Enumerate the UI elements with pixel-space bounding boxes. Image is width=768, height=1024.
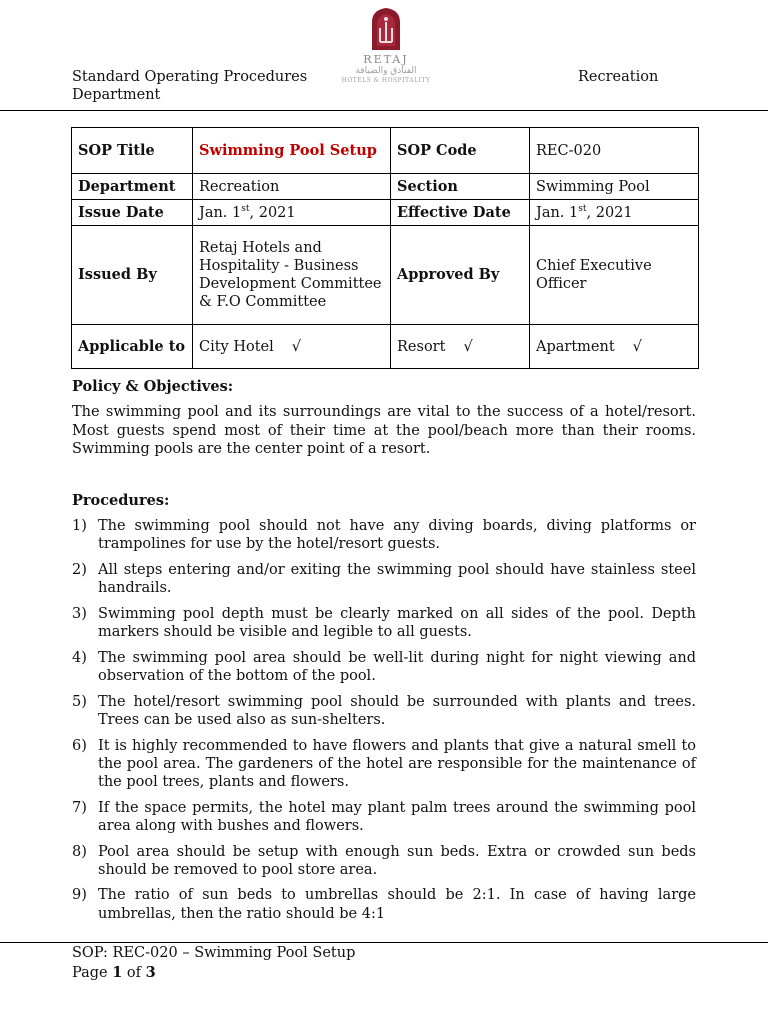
issue-date-year: , 2021: [249, 204, 296, 221]
sop-code-value: REC-020: [530, 128, 699, 174]
issue-date-ordinal: st: [241, 203, 250, 214]
check-icon: √: [291, 338, 302, 355]
logo-subtitle: HOTELS & HOSPITALITY: [341, 77, 431, 84]
list-item: [72, 649, 696, 685]
applicable-label: Applicable to: [72, 325, 193, 369]
page-of: of: [122, 965, 146, 981]
procedures-heading: Procedures:: [72, 492, 170, 509]
issued-by-value: Retaj Hotels and Hospitality - Business Development Committee & F.O Committee: [193, 226, 391, 325]
page-current: 1: [112, 964, 123, 981]
item-number: 2): [72, 561, 87, 578]
item-number: 5): [72, 693, 87, 710]
list-item: [72, 517, 696, 553]
applicable-city-hotel: [193, 325, 391, 369]
item-number: 8): [72, 843, 87, 860]
approved-by-label: Approved By: [391, 226, 530, 325]
approved-by-value: Chief Executive Officer: [530, 226, 699, 325]
procedures-list: [72, 517, 696, 930]
item-text: The swimming pool area should be well-lit during night for night viewing and observation of the bottom of the pool.: [98, 649, 696, 684]
table-row: [72, 128, 699, 174]
item-text: The swimming pool should not have any diving boards, diving platforms or trampolines for use by the hotel/resort guests.: [98, 518, 696, 553]
page-prefix: Page: [72, 965, 113, 981]
effective-date-value: [530, 200, 699, 226]
header-divider: [0, 110, 768, 111]
issued-by-label: Issued By: [72, 226, 193, 325]
item-number: 3): [72, 605, 87, 622]
issue-date-value: [193, 200, 391, 226]
list-item: [72, 737, 696, 792]
list-item: [72, 561, 696, 597]
item-text: All steps entering and/or exiting the swimming pool should have stainless steel handrails.: [98, 561, 696, 597]
applicable-resort: [391, 325, 530, 369]
item-number: 9): [72, 887, 87, 904]
list-item: [72, 843, 696, 879]
retaj-logo: [336, 6, 436, 84]
sop-code-label: SOP Code: [391, 128, 530, 174]
policy-text: The swimming pool and its surroundings are vital to the success of a hotel/resort. Most guests spend most of their time at the pool/beach more than their rooms. Swimming pools are the center point of a resort.: [72, 404, 696, 457]
section-label: Section: [391, 174, 530, 200]
list-item: [72, 886, 696, 922]
item-number: 6): [72, 737, 87, 754]
list-item: [72, 799, 696, 835]
logo-arabic-text: الفنادق والضيافة: [355, 66, 417, 76]
check-icon: √: [463, 338, 473, 355]
item-text: The ratio of sun beds to umbrellas should be 2:1. In case of having large umbrellas, then the ratio should be 4:1: [98, 887, 696, 922]
table-row: [72, 226, 699, 325]
item-text: Pool area should be setup with enough sun beds. Extra or crowded sun beds should be removed to pool store area.: [98, 843, 696, 878]
item-number: 7): [72, 799, 87, 816]
sop-info-table: [71, 127, 699, 369]
footer-page-number: [72, 963, 355, 983]
effective-date-ordinal: st: [578, 203, 587, 214]
footer: [72, 944, 355, 983]
item-number: 1): [72, 518, 87, 534]
table-row: [72, 200, 699, 226]
page-total: 3: [145, 964, 156, 981]
logo-name: RETAJ: [363, 53, 409, 66]
effective-date-main: Jan. 1: [536, 204, 579, 221]
effective-date-year: , 2021: [586, 204, 633, 221]
effective-date-label: Effective Date: [391, 200, 530, 226]
issue-date-label: Issue Date: [72, 200, 193, 226]
retaj-emblem-icon: [368, 6, 404, 52]
item-text: It is highly recommended to have flowers and plants that give a natural smell to the pool area. The gardeners of the hotel are responsible for the maintenance of the pool trees, plants and flowers.: [98, 737, 696, 790]
department-label: Department: [72, 174, 193, 200]
table-row: [72, 174, 699, 200]
list-item: [72, 693, 696, 729]
list-item: [72, 605, 696, 641]
section-value: Swimming Pool: [530, 174, 699, 200]
footer-sop-reference: SOP: REC-020 – Swimming Pool Setup: [72, 945, 356, 961]
table-row: [72, 325, 699, 369]
policy-heading: Policy & Objectives:: [72, 378, 234, 395]
sop-title-value: Swimming Pool Setup: [193, 128, 391, 174]
applicable-apartment: [530, 325, 699, 369]
item-number: 4): [72, 649, 87, 666]
item-text: The hotel/resort swimming pool should be surrounded with plants and trees. Trees can be used also as sun-shelters.: [98, 693, 696, 728]
item-text: If the space permits, the hotel may plant palm trees around the swimming pool area along with bushes and flowers.: [98, 799, 696, 834]
sop-title-label: SOP Title: [72, 128, 193, 174]
header-department-text: Standard Operating Procedures Department: [72, 69, 308, 103]
check-icon: √: [632, 338, 642, 355]
applicable-apartment-name: Apartment: [536, 338, 615, 355]
item-text: Swimming pool depth must be clearly marked on all sides of the pool. Depth markers should be visible and legible to all guests.: [98, 605, 696, 641]
footer-divider: [0, 942, 768, 943]
applicable-city-hotel-name: City Hotel: [199, 338, 274, 355]
applicable-resort-name: Resort: [397, 338, 446, 355]
header-section-text: Recreation: [578, 69, 659, 85]
issue-date-main: Jan. 1: [199, 204, 242, 221]
department-value: Recreation: [193, 174, 391, 200]
